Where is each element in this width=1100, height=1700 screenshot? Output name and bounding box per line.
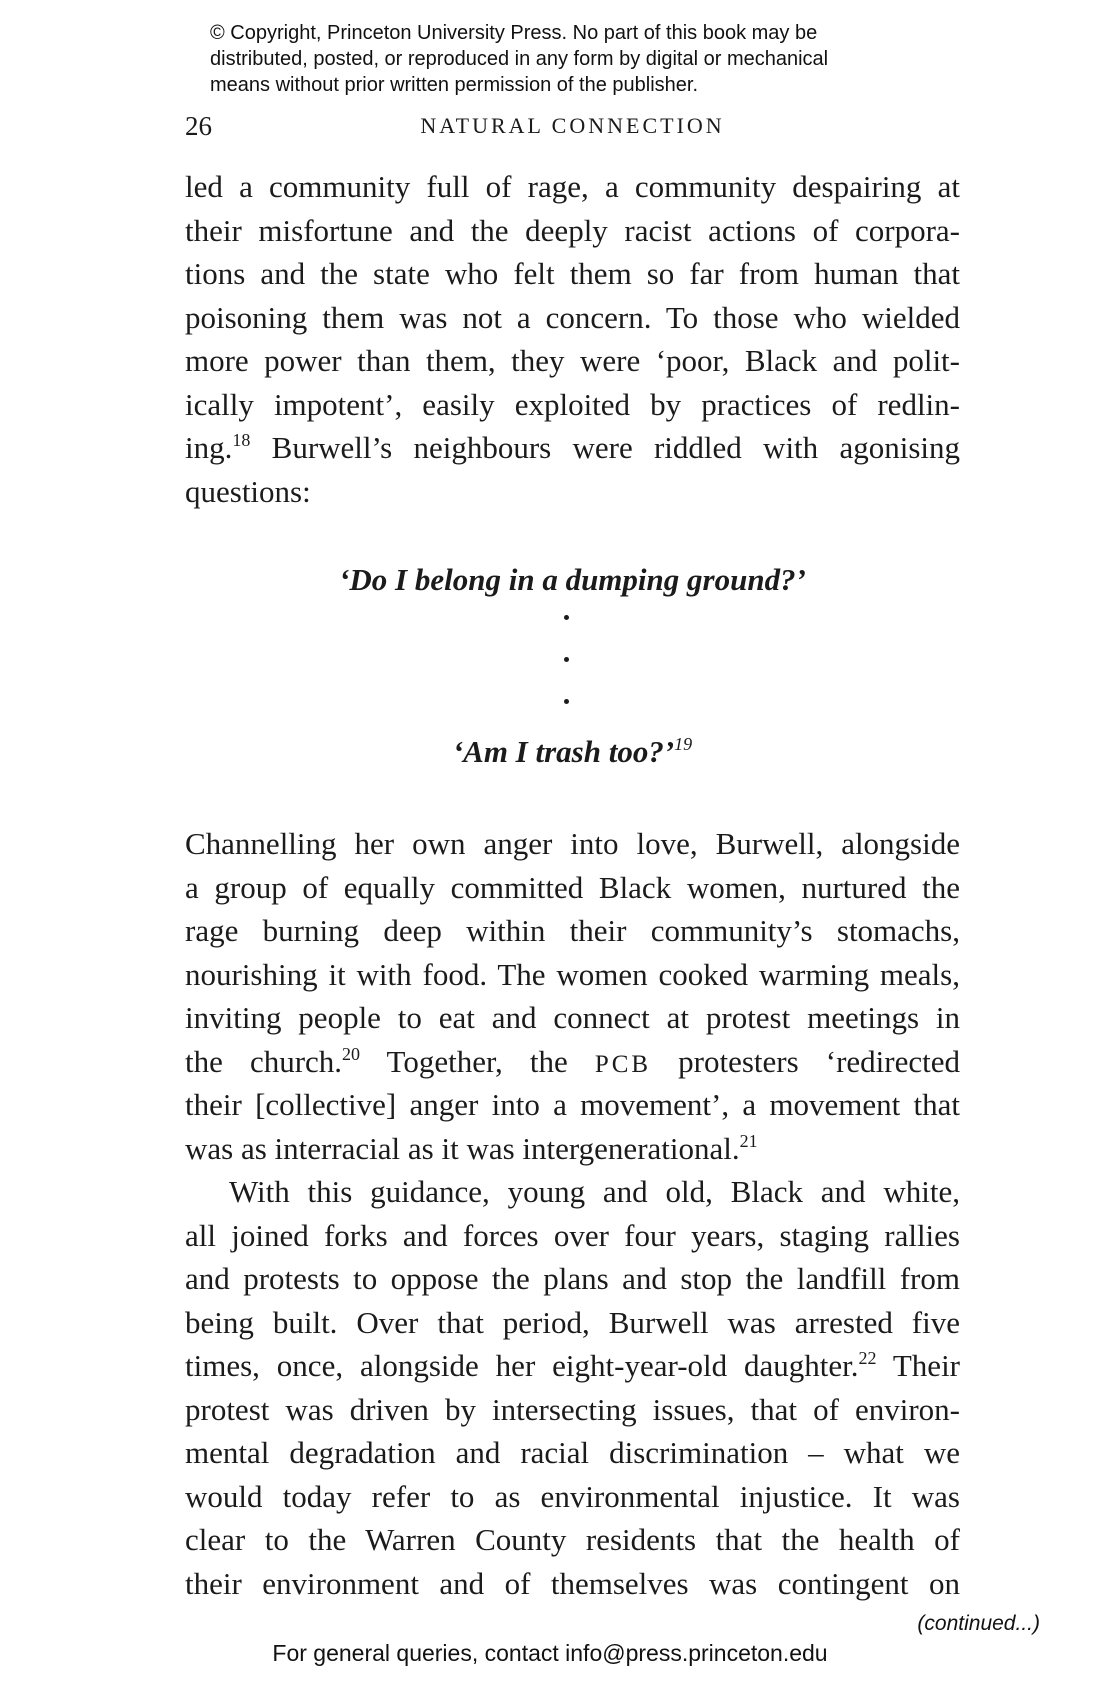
text-line	[185, 1127, 960, 1171]
text-line: their environment and of themselves was contingent on	[185, 1565, 960, 1601]
text-line: clear to the Warren County residents that the health of	[185, 1522, 960, 1557]
text-line: mental degradation and racial discrimination – what we	[185, 1435, 960, 1470]
text-line: Channelling her own anger into love, Burwell, alongside	[185, 826, 960, 861]
paragraph-2	[185, 822, 960, 1170]
text-run: was as interracial as it was intergenerational.	[185, 1130, 740, 1166]
text-line	[185, 426, 960, 470]
text-run: Together, the	[360, 1043, 595, 1079]
text-line	[185, 1344, 960, 1388]
paragraph-1	[185, 165, 960, 513]
footnote-ref[interactable]: 20	[342, 1043, 361, 1064]
block-quote-2	[185, 734, 960, 770]
text-run: Their	[876, 1348, 961, 1383]
copyright-notice	[210, 20, 930, 98]
footnote-ref[interactable]: 18	[232, 430, 251, 450]
contact-footer: For general queries, contact info@press.princeton.edu	[272, 1640, 828, 1666]
text-line: their misfortune and the deeply racist actions of corpora-	[185, 212, 960, 248]
text-run: the church.	[185, 1043, 343, 1079]
text-line: all joined forks and forces over four years, staging rallies	[185, 1217, 960, 1253]
copyright-line: distributed, posted, or reproduced in any form by digital or mechanical	[210, 48, 829, 70]
text-run: protesters ‘redirected	[651, 1043, 960, 1079]
text-line: questions:	[185, 473, 311, 509]
running-head	[185, 110, 960, 142]
footnote-ref[interactable]: 19	[674, 734, 693, 754]
footnote-ref[interactable]: 22	[858, 1348, 877, 1368]
text-line: tions and the state who felt them so far from human that	[185, 256, 960, 291]
text-line: inviting people to eat and connect at protest meetings in	[185, 1000, 960, 1035]
text-line: a group of equally committed Black women, nurtured the	[185, 869, 960, 905]
text-line: being built. Over that period, Burwell was arrested five	[185, 1304, 960, 1340]
dot	[564, 699, 569, 704]
paragraph-3	[185, 1170, 960, 1605]
text-line: more power than them, they were ‘poor, Black and polit-	[185, 343, 960, 378]
text-line: poisoning them was not a concern. To those who wielded	[185, 299, 960, 335]
quote-text: ‘Am I trash too?’	[452, 734, 675, 769]
block-quote-1: ‘Do I belong in a dumping ground?’	[339, 562, 806, 597]
text-run: times, once, alongside her eight-year-old daughter.	[185, 1348, 859, 1383]
text-line: and protests to oppose the plans and stop the landfill from	[185, 1261, 960, 1296]
running-title: NATURAL CONNECTION	[420, 113, 725, 138]
text-line: their [collective] anger into a movement’, a movement that	[185, 1087, 960, 1122]
continued-note: (continued...)	[917, 1612, 1040, 1635]
acronym: PCB	[594, 1050, 652, 1078]
footnote-ref[interactable]: 21	[739, 1130, 758, 1151]
dot	[564, 657, 569, 662]
text-line: ically impotent’, easily exploited by practices of redlin-	[185, 386, 960, 422]
dot	[564, 615, 569, 620]
copyright-line: means without prior written permission of the publisher.	[210, 74, 699, 96]
page-number: 26	[185, 111, 212, 141]
text-line: With this guidance, young and old, Black and white,	[229, 1174, 960, 1209]
text-line: nourishing it with food. The women cooked warming meals,	[185, 956, 960, 992]
text-line: led a community full of rage, a community despairing at	[185, 169, 960, 204]
ellipsis-dots	[564, 615, 584, 741]
copyright-line: © Copyright, Princeton University Press. No part of this book may be	[210, 22, 818, 44]
text-run: Burwell’s neighbours were riddled with agonising	[250, 430, 960, 465]
text-line: would today refer to as environmental injustice. It was	[185, 1478, 960, 1514]
text-line: rage burning deep within their community’s stomachs,	[185, 913, 960, 948]
text-line	[185, 1040, 960, 1084]
text-run: ing.	[185, 430, 233, 465]
text-line: protest was driven by intersecting issues, that of environ-	[185, 1391, 960, 1427]
